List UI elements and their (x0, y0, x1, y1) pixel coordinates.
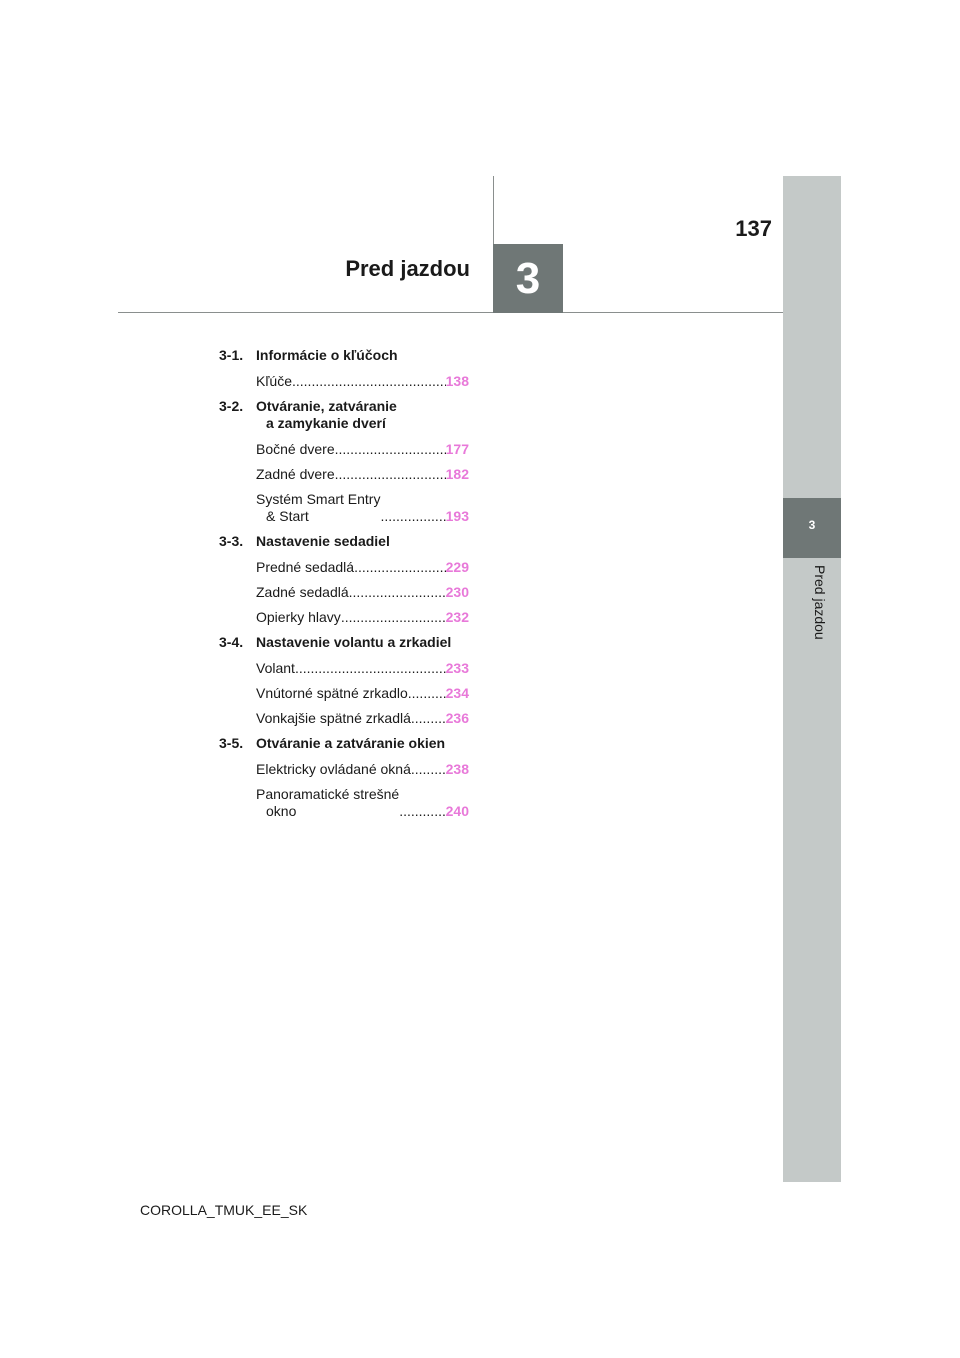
table-of-contents (219, 347, 469, 828)
leader-dots (408, 685, 446, 702)
entry-title: Elektricky ovládané okná (256, 761, 411, 777)
section-title: Nastavenie sedadiel (256, 533, 390, 549)
entry-title-line: okno (266, 803, 297, 819)
section-number: 3-3. (219, 533, 244, 549)
leader-dots (295, 660, 446, 677)
entry-title (256, 491, 380, 525)
entry-title: Zadné dvere (256, 466, 335, 482)
section-title: Informácie o kľúčoch (256, 347, 398, 363)
section-title-line: a zamykanie dverí (266, 415, 386, 431)
header-vertical-rule (493, 176, 494, 244)
toc-entry[interactable] (256, 441, 469, 458)
entry-title: Zadné sedadlá (256, 584, 349, 600)
entry-title (256, 786, 399, 820)
entry-page[interactable]: 232 (445, 609, 469, 625)
side-tab-strip (783, 176, 841, 1182)
entry-page[interactable]: 182 (445, 466, 469, 482)
section-number: 3-2. (219, 398, 244, 414)
toc-entry[interactable] (256, 761, 469, 778)
leader-dots (411, 710, 446, 727)
toc-entry[interactable] (256, 609, 469, 626)
entry-page[interactable]: 138 (445, 373, 469, 389)
leader-dots (411, 761, 446, 778)
toc-entry[interactable] (256, 786, 469, 820)
entry-title-line: & Start (266, 508, 309, 524)
section-title: Otváranie a zatváranie okien (256, 735, 446, 751)
header-horizontal-rule (118, 312, 783, 313)
entry-page[interactable]: 230 (445, 584, 469, 600)
side-tab-label: Pred jazdou (812, 565, 828, 640)
entry-page[interactable]: 177 (445, 441, 469, 457)
section-title (256, 398, 469, 432)
entry-title: Predné sedadlá (256, 559, 355, 575)
toc-section (219, 533, 469, 550)
leader-dots (349, 584, 446, 601)
section-number: 3-4. (219, 634, 244, 650)
entry-page[interactable]: 233 (445, 660, 469, 676)
toc-section (219, 347, 469, 364)
chapter-number: 3 (515, 254, 541, 303)
toc-entry[interactable] (256, 559, 469, 576)
entry-title: Vonkajšie spätné zrkadlá (256, 710, 411, 726)
entry-page[interactable]: 238 (445, 761, 469, 777)
entry-page[interactable]: 193 (445, 508, 469, 524)
entry-title: Volant (256, 660, 295, 676)
toc-section (219, 634, 469, 651)
leader-dots (380, 508, 445, 525)
toc-entry[interactable] (256, 685, 469, 702)
section-title-line: Otváranie, zatváranie (256, 398, 397, 414)
toc-section (219, 398, 469, 432)
toc-entry[interactable] (256, 373, 469, 390)
chapter-title: Pred jazdou (345, 256, 470, 281)
leader-dots (354, 559, 446, 576)
section-number: 3-5. (219, 735, 244, 751)
toc-entry[interactable] (256, 710, 469, 727)
toc-section (219, 735, 469, 752)
entry-title: Kľúče (256, 373, 292, 389)
leader-dots (335, 441, 446, 458)
section-number: 3-1. (219, 347, 244, 363)
page-number: 137 (735, 216, 772, 241)
entry-page[interactable]: 236 (445, 710, 469, 726)
entry-title-line: Systém Smart Entry (256, 491, 381, 507)
toc-entry[interactable] (256, 491, 469, 525)
leader-dots (341, 609, 446, 626)
toc-entry[interactable] (256, 660, 469, 677)
toc-entry[interactable] (256, 584, 469, 601)
document-code: COROLLA_TMUK_EE_SK (140, 1202, 308, 1218)
toc-entry[interactable] (256, 466, 469, 483)
entry-page[interactable]: 229 (445, 559, 469, 575)
entry-page[interactable]: 234 (445, 685, 469, 701)
section-title: Nastavenie volantu a zrkadiel (256, 634, 452, 650)
side-tab-number: 3 (808, 518, 816, 532)
leader-dots (292, 373, 446, 390)
leader-dots (399, 803, 445, 820)
entry-title-line: Panoramatické strešné (256, 786, 400, 802)
entry-page[interactable]: 240 (445, 803, 469, 819)
leader-dots (335, 466, 446, 483)
entry-title: Opierky hlavy (256, 609, 341, 625)
entry-title: Bočné dvere (256, 441, 335, 457)
entry-title: Vnútorné spätné zrkadlo (256, 685, 408, 701)
